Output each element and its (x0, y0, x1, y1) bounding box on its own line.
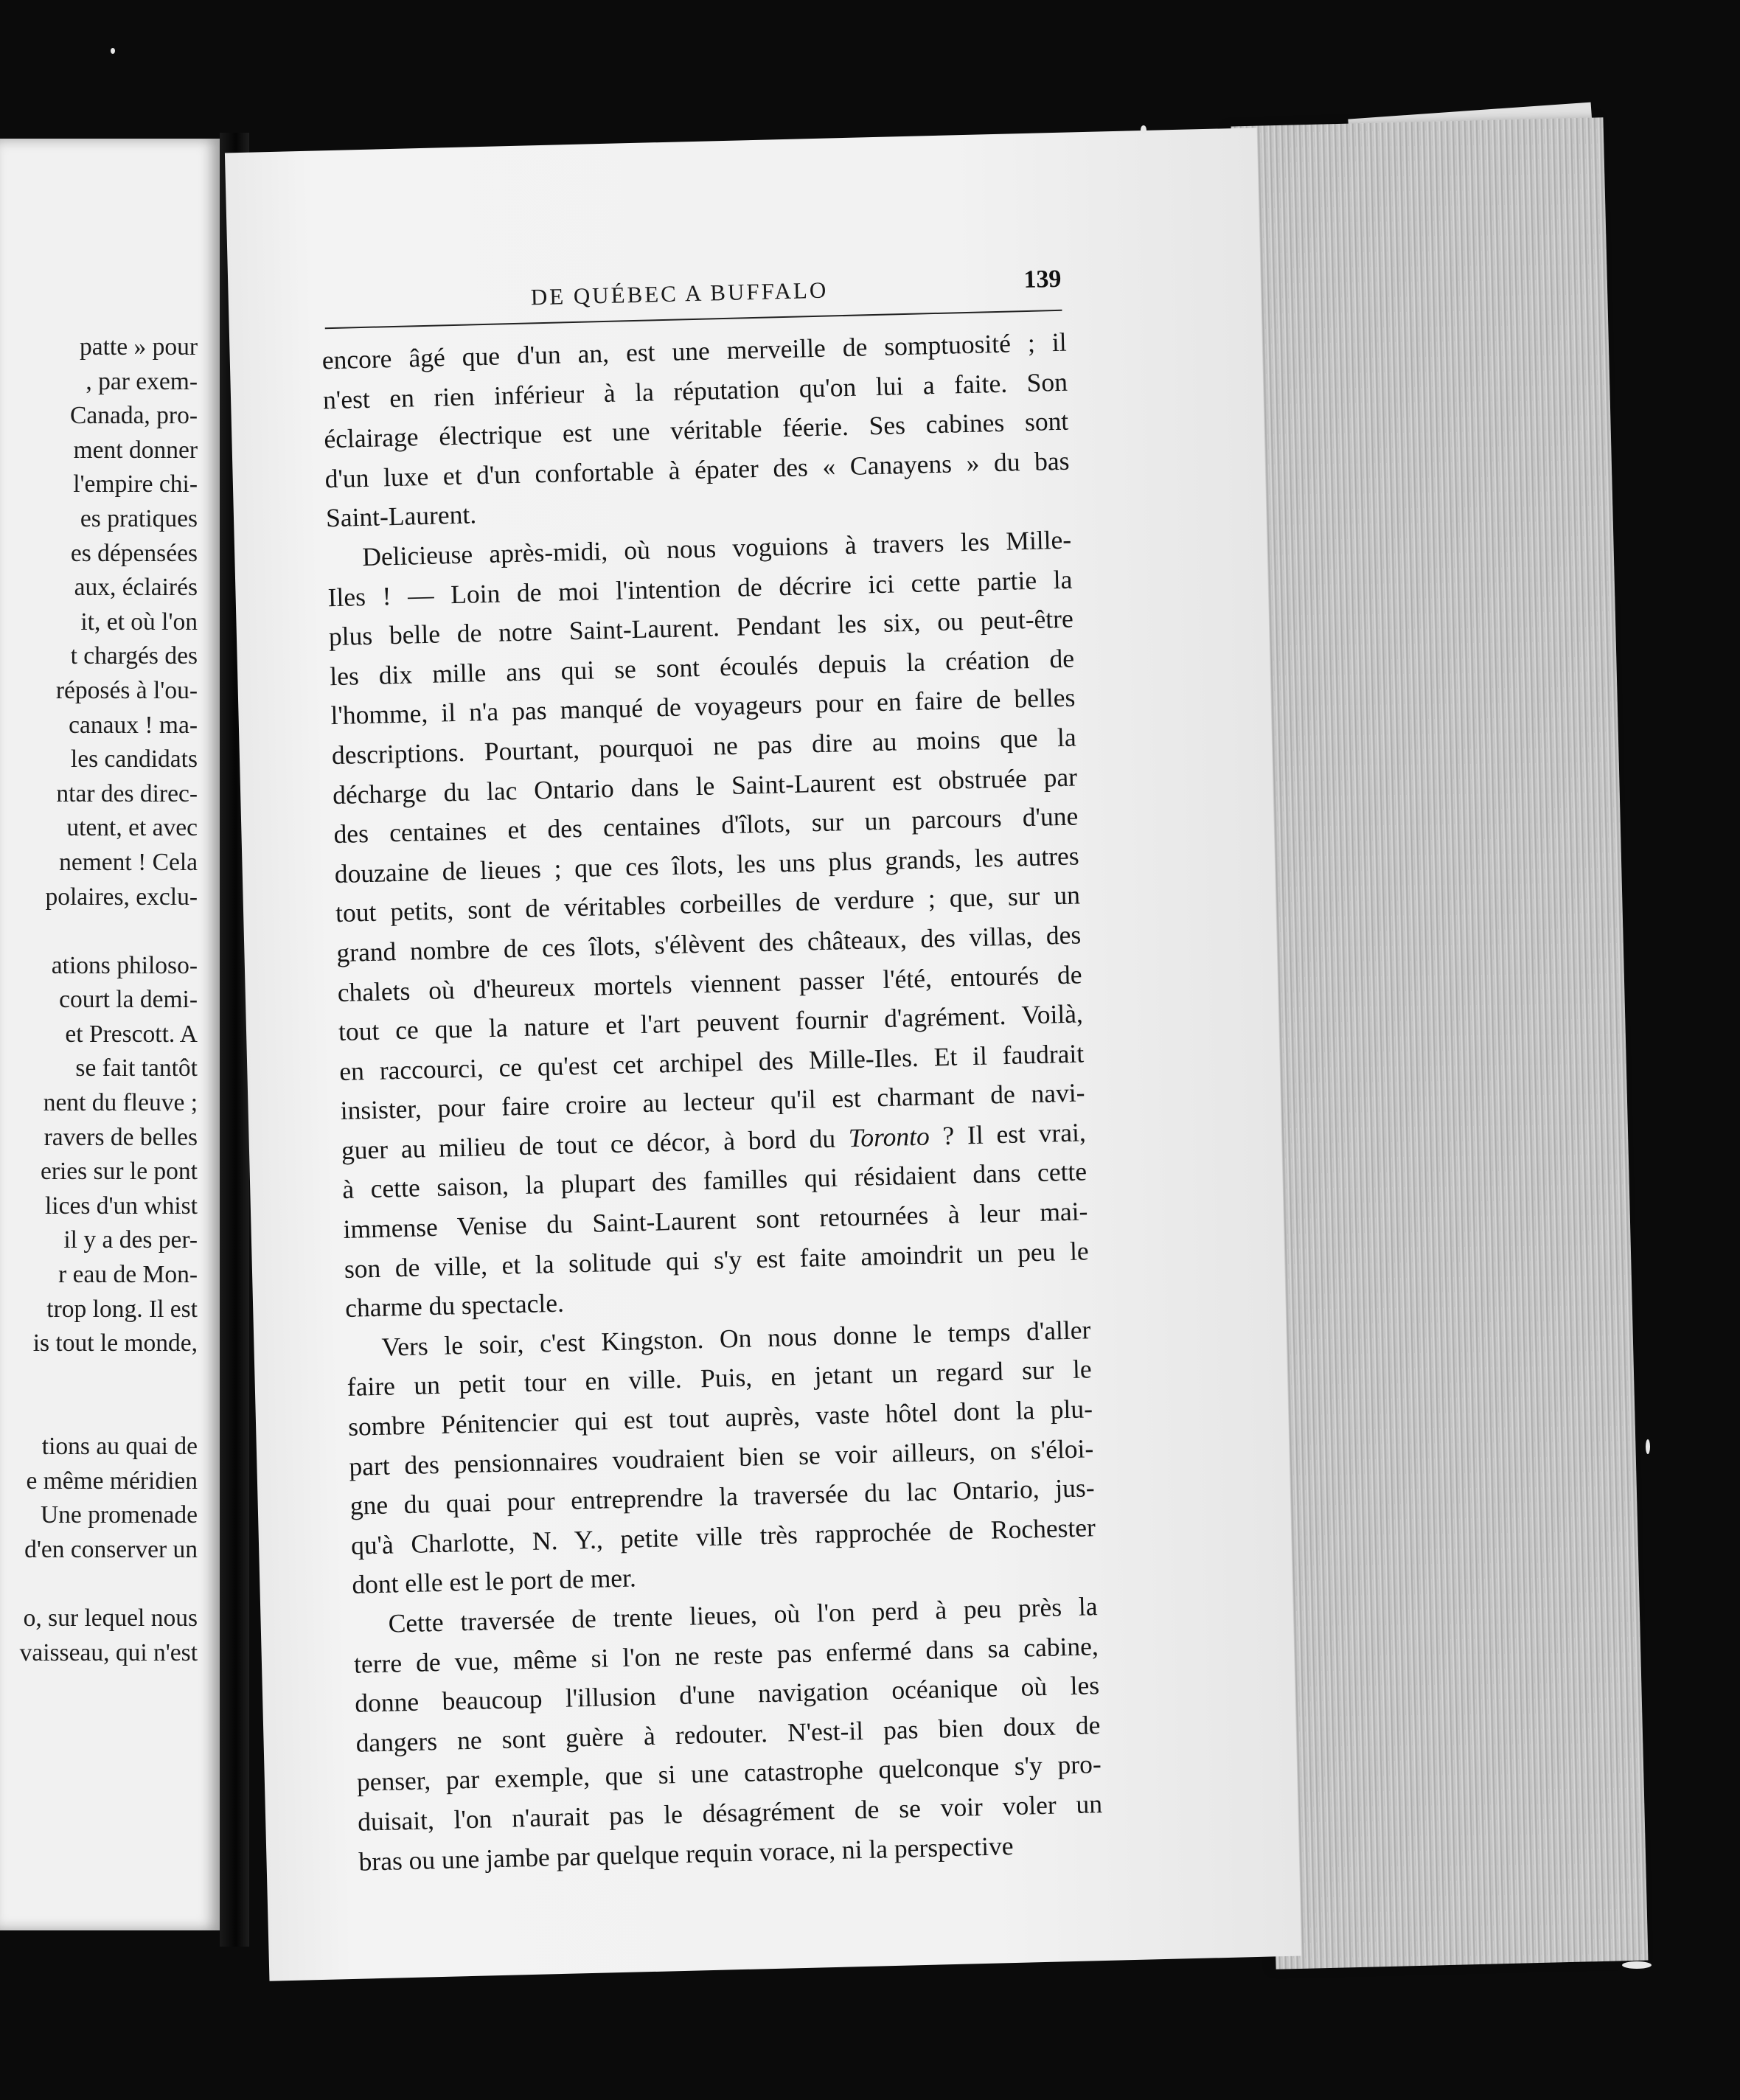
text-line: immense Venise du Saint-Laurent sont retournées à leur mai- (343, 1196, 1088, 1245)
left-page-line: réposés à l'ou- (55, 676, 198, 704)
text-line: des centaines et des centaines d'îlots, sur un parcours d'une (333, 801, 1079, 849)
left-page-line: vaisseau, qui n'est (19, 1638, 198, 1666)
text-line: guer au milieu de tout ce décor, à bord du Toronto ? Il est vrai, (341, 1117, 1087, 1165)
left-page-line (0, 1361, 198, 1396)
text-line: part des pensionnaires voudraient bien se voir ailleurs, on s'éloi- (348, 1433, 1094, 1481)
left-page-line: utent, et avec (66, 814, 198, 842)
text-line: insister, pour faire croire au lecteur qu'il est charmant de navi- (340, 1077, 1085, 1126)
left-page-line: es dépensées (70, 539, 198, 567)
text-line: dont elle est le port de mer. (351, 1562, 637, 1600)
page-header (324, 265, 1062, 329)
left-page-line: trop long. Il est (46, 1295, 198, 1323)
left-page-line: , par exem- (86, 367, 198, 395)
text-line: Saint-Laurent. (325, 499, 477, 533)
left-page-line: court la demi- (59, 986, 198, 1014)
left-page-line: aux, éclairés (74, 574, 198, 602)
text-line: duisait, l'on n'aurait pas le désagrément de se voir voler un (357, 1789, 1103, 1837)
left-page-line: es pratiques (80, 504, 198, 532)
text-line: grand nombre de ces îlots, s'élèvent des châteaux, des villas, des (335, 919, 1082, 967)
left-page-line: is tout le monde, (32, 1329, 198, 1357)
left-page-line: tions au quai de (41, 1433, 198, 1460)
body-text (321, 323, 1104, 1882)
paragraph (352, 1587, 1104, 1882)
left-page-line: it, et où l'on (80, 608, 198, 636)
left-page-line: nent du fleuve ; (43, 1089, 198, 1117)
left-page-line: lices d'un whist (44, 1192, 198, 1220)
left-page-line: il y a des per- (63, 1226, 198, 1254)
left-facing-page (0, 139, 220, 1930)
text-line: Vers le soir, c'est Kingston. On nous donne le temps d'aller (381, 1315, 1091, 1362)
italic-title: Toronto (848, 1121, 930, 1153)
text-line: encore âgé que d'un an, est une merveille de somptuosité ; il (321, 327, 1068, 375)
text-line: à cette saison, la plupart des familles qui résidaient dans cette (341, 1156, 1088, 1205)
text-line: l'homme, il n'a pas manqué de voyageurs pour en faire de belles (330, 682, 1076, 731)
left-page-line: et Prescott. A (65, 1020, 198, 1048)
text-line: tout ce que la nature et l'art peuvent fournir d'agrément. Voilà, (338, 998, 1084, 1047)
page-number: 139 (1023, 265, 1062, 294)
left-page-line: polaires, exclu- (45, 883, 198, 911)
paragraph (346, 1310, 1097, 1605)
left-page-line: t chargés des (70, 642, 198, 670)
left-page-line: o, sur lequel nous (23, 1604, 198, 1632)
text-line: douzaine de lieues ; que ces îlots, les uns plus grands, les autres (334, 841, 1080, 889)
text-line: dangers ne sont guère à redouter. N'est-il pas bien doux de (355, 1709, 1101, 1758)
text-line: bras ou une jambe par quelque requin vorace, ni la perspective (358, 1830, 1014, 1877)
text-line: descriptions. Pourtant, pourquoi ne pas dire au moins que la (331, 722, 1077, 771)
paragraph (327, 521, 1090, 1329)
right-page (225, 128, 1301, 1981)
text-line: tout petits, sont de véritables corbeilles de verdure ; que, sur un (335, 880, 1081, 928)
left-page-line: ment donner (73, 436, 198, 464)
text-line: Cette traversée de trente lieues, où l'on perd à peu près la (388, 1591, 1098, 1638)
text-line: chalets où d'heureux mortels viennent passer l'été, entourés de (337, 959, 1082, 1007)
left-page-line: canaux ! ma- (69, 711, 198, 739)
text-line: gne du quai pour entreprendre la traversée du lac Ontario, jus- (349, 1473, 1095, 1521)
left-page-line: r eau de Mon- (58, 1261, 198, 1289)
left-page-line: ravers de belles (44, 1123, 198, 1151)
left-page-line: se fait tantôt (75, 1054, 198, 1082)
text-line: éclairage électrique est une véritable féerie. Ses cabines sont (323, 406, 1069, 454)
left-page-line: patte » pour (79, 333, 198, 361)
text-line: n'est en rien inférieur à la réputation qu'on lui a faite. Son (322, 366, 1068, 414)
left-page-line (0, 1395, 198, 1430)
text-line: penser, par exemple, que si une catastrophe quelconque s'y pro- (356, 1749, 1102, 1798)
text-line: en raccourci, ce qu'est cet archipel des Mille-Iles. Et il faudrait (338, 1038, 1085, 1086)
left-page-text (0, 330, 198, 1670)
text-line: Iles ! — Loin de moi l'intention de décrire ici cette partie la (327, 564, 1073, 612)
left-page-line: e même méridien (26, 1467, 198, 1495)
running-head: DE QUÉBEC A BUFFALO (530, 277, 829, 310)
text-line: terre de vue, même si l'on ne reste pas enfermé dans sa cabine, (353, 1630, 1099, 1679)
left-page-line: d'en conserver un (24, 1535, 198, 1563)
text-line: faire un petit tour en ville. Puis, en jetant un regard sur le (347, 1354, 1093, 1402)
text-line: décharge du lac Ontario dans le Saint-Laurent est obstruée par (332, 762, 1078, 810)
left-page-line: Une promenade (40, 1501, 198, 1529)
text-line: son de ville, et la solitude qui s'y est faite amoindrit un peu le (344, 1235, 1090, 1284)
text-line: les dix mille ans qui se sont écoulés depuis la création de (329, 643, 1075, 691)
text-line: donne beaucoup l'illusion d'une navigation océanique où les (354, 1670, 1100, 1718)
left-page-line: ations philoso- (51, 951, 198, 979)
left-page-line (0, 914, 198, 949)
left-page-line: Canada, pro- (69, 402, 198, 430)
left-page-line: les candidats (70, 745, 198, 773)
text-line: qu'à Charlotte, N. Y., petite ville très rapprochée de Rochester (350, 1512, 1096, 1560)
left-page-line (0, 1567, 198, 1602)
text-line: charme du spectacle. (344, 1287, 565, 1324)
text-line: d'un luxe et d'un confortable à épater des « Canayens » du bas (324, 445, 1070, 494)
left-page-line: ntar des direc- (56, 779, 198, 807)
text-line: plus belle de notre Saint-Laurent. Pendant les six, ou peut-être (328, 603, 1074, 652)
text-line: sombre Pénitencier qui est tout auprès, vaste hôtel dont la plu- (347, 1394, 1093, 1442)
left-page-line: nement ! Cela (59, 848, 198, 876)
left-page-line: eries sur le pont (40, 1158, 198, 1186)
paragraph (321, 323, 1071, 539)
left-page-line: l'empire chi- (73, 470, 198, 498)
text-line: Delicieuse après-midi, où nous voguions à travers les Mille- (361, 524, 1072, 572)
